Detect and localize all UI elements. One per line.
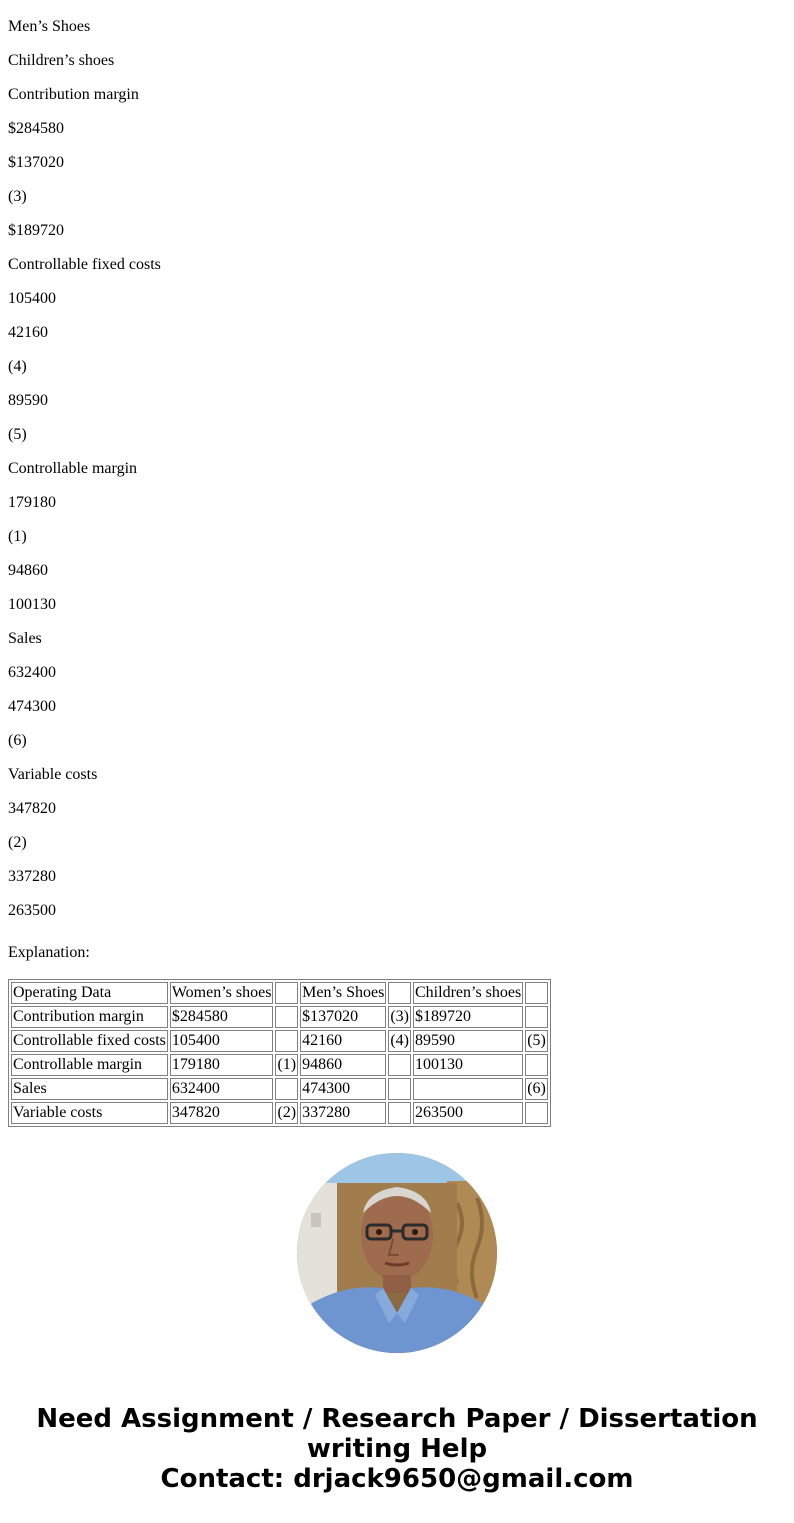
table-cell: Children’s shoes	[413, 982, 523, 1004]
table-cell: (6)	[525, 1078, 548, 1100]
table-cell: (3)	[388, 1006, 411, 1028]
text-line: Contribution margin	[8, 86, 139, 103]
table-cell: Controllable margin	[11, 1054, 168, 1076]
text-line: Sales	[8, 630, 42, 647]
table-cell: Women’s shoes	[170, 982, 274, 1004]
author-avatar	[297, 1153, 497, 1353]
text-line: (1)	[8, 528, 27, 545]
table-cell: 105400	[170, 1030, 274, 1052]
table-cell: 263500	[413, 1102, 523, 1124]
table-cell: 179180	[170, 1054, 274, 1076]
table-cell: Operating Data	[11, 982, 168, 1004]
text-line: Variable costs	[8, 766, 98, 783]
table-row	[11, 1078, 548, 1100]
table-cell: Sales	[11, 1078, 168, 1100]
table-cell: 474300	[300, 1078, 386, 1100]
table-cell	[413, 1078, 523, 1100]
text-line: 632400	[8, 664, 56, 681]
table-cell: $137020	[300, 1006, 386, 1028]
text-line: 347820	[8, 800, 56, 817]
text-line: 263500	[8, 902, 56, 919]
table-cell	[275, 1078, 298, 1100]
table-cell: $284580	[170, 1006, 274, 1028]
promo-line-1: Need Assignment / Research Paper / Dissertation	[36, 1404, 758, 1434]
table-cell: Controllable fixed costs	[11, 1030, 168, 1052]
text-line: (6)	[8, 732, 27, 749]
text-line: 179180	[8, 494, 56, 511]
text-line: (5)	[8, 426, 27, 443]
text-line: (4)	[8, 358, 27, 375]
text-line: Controllable margin	[8, 460, 138, 477]
table-cell: (2)	[275, 1102, 298, 1124]
text-line: Men’s Shoes	[8, 18, 91, 35]
table-cell	[275, 1030, 298, 1052]
text-line: 89590	[8, 392, 48, 409]
table-cell: Variable costs	[11, 1102, 168, 1124]
operating-data-table	[8, 979, 551, 1127]
table-cell: (1)	[275, 1054, 298, 1076]
table-cell	[275, 1006, 298, 1028]
table-cell: 337280	[300, 1102, 386, 1124]
table-cell	[525, 982, 548, 1004]
text-line: Controllable fixed costs	[8, 256, 161, 273]
text-line: 94860	[8, 562, 48, 579]
text-line: 337280	[8, 868, 56, 885]
table-row	[11, 1102, 548, 1124]
text-line: 474300	[8, 698, 56, 715]
table-row	[11, 1006, 548, 1028]
text-line: $284580	[8, 120, 64, 137]
table-cell	[388, 1102, 411, 1124]
table-cell: Men’s Shoes	[300, 982, 386, 1004]
promo-contact[interactable]: Contact: drjack9650@gmail.com	[160, 1464, 634, 1494]
promo-line-2: writing Help	[306, 1434, 488, 1464]
table-cell: 632400	[170, 1078, 274, 1100]
table-cell	[388, 982, 411, 1004]
table-row	[11, 982, 548, 1004]
text-line: Children’s shoes	[8, 52, 115, 69]
table-cell: (4)	[388, 1030, 411, 1052]
table-cell: 94860	[300, 1054, 386, 1076]
text-line: (3)	[8, 188, 27, 205]
table-cell	[388, 1054, 411, 1076]
text-line: (2)	[8, 834, 27, 851]
text-line: 105400	[8, 290, 56, 307]
author-portrait-image	[297, 1153, 497, 1353]
table-cell: 89590	[413, 1030, 523, 1052]
table-cell: (5)	[525, 1030, 548, 1052]
question-text-lines	[8, 0, 161, 936]
text-line: $189720	[8, 222, 64, 239]
table-row	[11, 1030, 548, 1052]
table-row	[11, 1054, 548, 1076]
table-cell	[525, 1054, 548, 1076]
table-cell: 100130	[413, 1054, 523, 1076]
promo-footer	[0, 1404, 794, 1494]
table-cell: 42160	[300, 1030, 386, 1052]
text-line	[8, 0, 161, 18]
table-cell	[525, 1006, 548, 1028]
text-line: 42160	[8, 324, 48, 341]
text-line: $137020	[8, 154, 64, 171]
explanation-label: Explanation:	[8, 944, 90, 961]
table-cell	[388, 1078, 411, 1100]
table-cell: Contribution margin	[11, 1006, 168, 1028]
table-cell: $189720	[413, 1006, 523, 1028]
text-line: 100130	[8, 596, 56, 613]
table-cell	[525, 1102, 548, 1124]
table-cell: 347820	[170, 1102, 274, 1124]
table-cell	[275, 982, 298, 1004]
